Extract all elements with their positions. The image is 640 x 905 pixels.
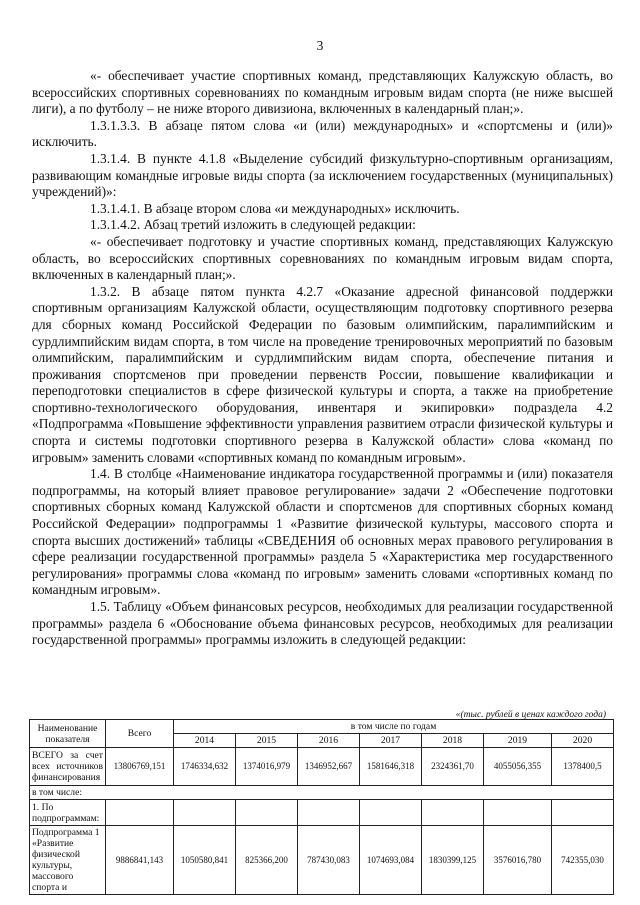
header-year: 2016 bbox=[298, 734, 360, 748]
paragraph-quote-2: «- обеспечивает подготовку и участие спортивных команд, представляющих Калужскую область, во всероссийских спортивных соревнованиях по командным игровым видам спорта, включенных в календарный план;». bbox=[32, 233, 613, 283]
paragraph-quote-1: «- обеспечивает участие спортивных команд, представляющих Калужскую область, во всероссийских спортивных соревнованиях по командным игровым видам спорта (не ниже высшей лиги), а по футболу – не ниже второго дивизиона, включенных в календарный план;». bbox=[32, 68, 613, 117]
row-label: в том числе: bbox=[30, 786, 614, 800]
row-label: 1. По подпрограммам: bbox=[30, 800, 106, 826]
row-value: 4055056,355 bbox=[484, 748, 552, 786]
table-units-note: «(тыс. рублей в ценах каждого года) bbox=[455, 710, 606, 720]
paragraph-1-3-1-4-2: 1.3.1.4.2. Абзац третий изложить в следующей редакции: bbox=[90, 217, 416, 233]
row-value: 1346952,667 bbox=[298, 748, 360, 786]
row-value: 825366,200 bbox=[236, 826, 298, 895]
row-value: 1374016,979 bbox=[236, 748, 298, 786]
row-value: 1050580,841 bbox=[174, 826, 236, 895]
table-row bbox=[30, 800, 614, 826]
row-value: 1074693,084 bbox=[360, 826, 422, 895]
paragraph-1-4: 1.4. В столбце «Наименование индикатора государственной программы и (или) показателя подпрограммы, на который влияет правовое регулирование» задачи 2 «Обеспечение подготовки спортивных сборных команд Калужской области и спортсменов для спортивных сборных команд Российской Федерации» подпрограммы 1 «Развитие физической культуры, массового спорта и спорта высших достижений» таблицы «СВЕДЕНИЯ об основных мерах правового регулирования в сфере реализации государственной программы» раздела 5 «Характеристика мер государственного регулирования» программы слова «команд по игровым» заменить словами «спортивных команд по командным игровым». bbox=[32, 466, 613, 598]
header-year: 2020 bbox=[552, 734, 614, 748]
header-years-group: в том числе по годам bbox=[174, 720, 614, 734]
row-label: Подпрограмма 1 «Развитие физической культуры, массового спорта и bbox=[30, 826, 106, 895]
row-value: 1830399,125 bbox=[422, 826, 484, 895]
row-value: 3576016,780 bbox=[484, 826, 552, 895]
table-row bbox=[30, 786, 614, 800]
page-number: 3 bbox=[316, 38, 324, 53]
paragraph-1-3-2: 1.3.2. В абзаце пятом пункта 4.2.7 «Оказание адресной финансовой поддержки спортивным организациям Калужской области, осуществляющим подготовку спортивного резерва для сборных команд Российской Федерации по базовым олимпийским, паралимпийским и сурдлимпийским видам спорта, в том числе на проведение тренировочных мероприятий по базовым олимпийским, паралимпийским и сурдлимпийским видам спорта, обеспечение питания и проживания спортсменов при проведении первенств России, повышение квалификации и переподготовки специалистов в сфере физической культуры и спорта, а также на приобретение спортивно-технологического оборудования, инвентаря и экипировки» подраздела 4.2 «Подпрограмма «Повышение эффективности управления развитием отрасли физической культуры и спорта и системы подготовки спортивного резерва в Калужской области» слова «команд по игровым» заменить словами «спортивных команд по командным игровым». bbox=[32, 283, 613, 465]
paragraph-1-3-1-3-3: 1.3.1.3.3. В абзаце пятом слова «и (или) международных» и «спортсмены и (или)» исключить. bbox=[32, 117, 613, 150]
header-year: 2019 bbox=[484, 734, 552, 748]
row-value: 1581646,318 bbox=[360, 748, 422, 786]
row-value: 742355,030 bbox=[552, 826, 614, 895]
financial-resources-table bbox=[29, 719, 614, 895]
header-total: Всего bbox=[106, 720, 174, 748]
header-indicator-name: Наименование показателя bbox=[30, 720, 106, 748]
table-row bbox=[30, 748, 614, 786]
row-total: 13806769,151 bbox=[106, 748, 174, 786]
paragraph-1-3-1-4: 1.3.1.4. В пункте 4.1.8 «Выделение субсидий физкультурно-спортивным организациям, развивающим командные игровые виды спорта (за исключением государственных (муниципальных) учреждений)»: bbox=[32, 150, 613, 200]
header-year: 2014 bbox=[174, 734, 236, 748]
row-value: 1378400,5 bbox=[552, 748, 614, 786]
document-body bbox=[32, 68, 613, 649]
row-label: ВСЕГО за счет всех источников финансирования bbox=[30, 748, 106, 786]
row-value: 1746334,632 bbox=[174, 748, 236, 786]
header-year: 2015 bbox=[236, 734, 298, 748]
row-value: 2324361,70 bbox=[422, 748, 484, 786]
row-total: 9886841,143 bbox=[106, 826, 174, 895]
paragraph-1-5: 1.5. Таблицу «Объем финансовых ресурсов, необходимых для реализации государственной программы» раздела 6 «Обоснование объема финансовых ресурсов, необходимых для реализации государственной программы» программы изложить в следующей редакции: bbox=[32, 599, 613, 648]
row-value: 787430,083 bbox=[298, 826, 360, 895]
header-year: 2018 bbox=[422, 734, 484, 748]
paragraph-1-3-1-4-1: 1.3.1.4.1. В абзаце втором слова «и международных» исключить. bbox=[90, 200, 460, 216]
header-year: 2017 bbox=[360, 734, 422, 748]
table-row bbox=[30, 826, 614, 895]
